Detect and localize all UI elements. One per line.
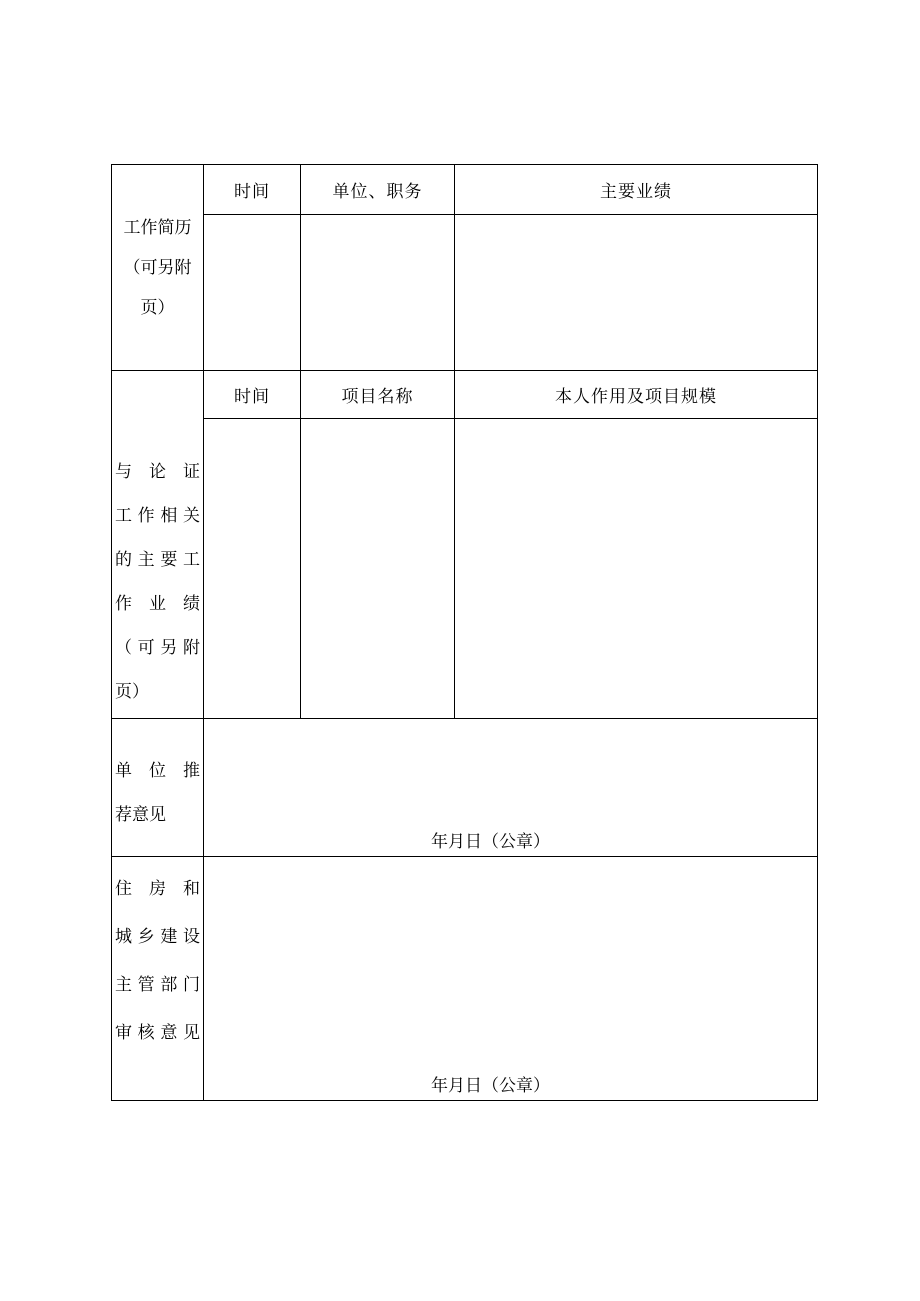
achievements-label [112,371,204,719]
authority-review-label-line: 城乡建设 [115,927,200,947]
achievements-role-cell[interactable] [455,419,818,719]
achievements-label-line: 工作相关 [115,506,200,526]
work-history-label-line: （可另附 [123,257,192,278]
unit-recommendation-label-line: 单 位 推 [115,761,200,781]
achievements-col-project: 项目名称 [301,371,455,419]
achievements-col-time: 时间 [204,371,301,419]
authority-review-opinion-cell[interactable] [204,857,818,1101]
achievements-label-line: 作 业 绩 [115,594,200,614]
authority-review-row [112,857,818,1101]
work-history-label [112,165,204,371]
work-history-col-time: 时间 [204,165,301,215]
work-history-label-line: 页） [140,297,175,318]
work-history-col-achievement: 主要业绩 [455,165,818,215]
achievements-project-cell[interactable] [301,419,455,719]
achievements-label-line: （可另附 [115,638,200,658]
authority-review-label-line: 住 房 和 [115,879,200,899]
achievements-time-cell[interactable] [204,419,301,719]
unit-recommendation-stamp: 年月日（公章） [431,832,550,852]
work-history-entry-row [112,215,818,371]
work-history-time-cell[interactable] [204,215,301,371]
work-history-header-row [112,165,818,215]
authority-review-label-line: 主管部门 [115,975,200,995]
application-form-table [111,164,818,1101]
achievements-col-role: 本人作用及项目规模 [455,371,818,419]
work-history-col-unit: 单位、职务 [301,165,455,215]
achievements-label-line: 的主要工 [115,550,200,570]
work-history-achievement-cell[interactable] [455,215,818,371]
work-history-unit-cell[interactable] [301,215,455,371]
authority-review-label [112,857,204,1101]
unit-recommendation-row [112,719,818,857]
achievements-entry-row [112,419,818,719]
work-history-label-line: 工作简历 [123,217,192,238]
authority-review-stamp: 年月日（公章） [431,1076,550,1096]
achievements-label-line: 与 论 证 [115,462,200,482]
unit-recommendation-label [112,719,204,857]
unit-recommendation-opinion-cell[interactable] [204,719,818,857]
achievements-header-row [112,371,818,419]
authority-review-label-line: 审核意见 [115,1023,200,1043]
unit-recommendation-label-line: 荐意见 [115,805,166,825]
achievements-label-line: 页） [115,682,149,702]
